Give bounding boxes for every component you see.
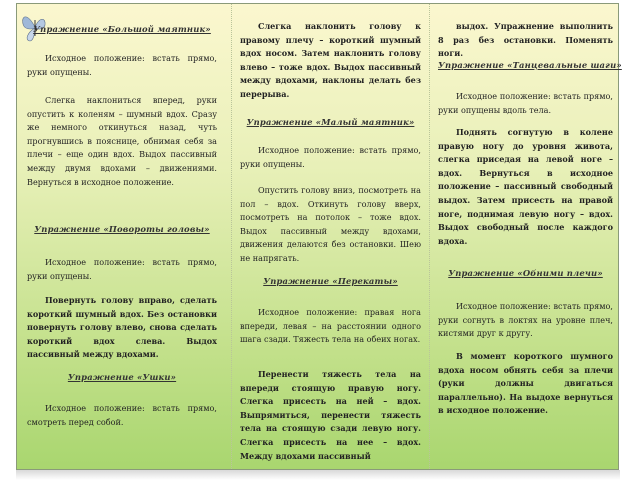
- paragraph: Исходное положение: встать прямо, руки опущены.: [27, 257, 217, 281]
- column-3: [429, 4, 622, 469]
- paragraph: Исходное положение: встать прямо, руки согнуть в локтях на уровне плеч, кистями друг к другу.: [438, 301, 613, 339]
- heading-small-pendulum: Упражнение «Малый маятник»: [246, 117, 415, 127]
- paragraph: Перенести тяжесть тела на впереди стоящую правую ногу. Слегка присесть на ней – вдох. Выпрямиться, перенести тяжесть тела на стоящую сзади левую ногу. Слегка присесть на нее – вдох. Между вдохами пассивный: [240, 369, 421, 461]
- paragraph: Исходное положение: встать прямо, смотреть перед собой.: [27, 403, 217, 427]
- paragraph: Исходное положение: встать прямо, руки опущены.: [27, 53, 217, 77]
- paragraph: Повернуть голову вправо, сделать короткий шумный вдох. Без остановки повернуть голову влево, снова сделать короткий вдох слева. Выдох пассивный между вдохами.: [27, 295, 217, 360]
- paragraph: Исходное положение: встать прямо, руки опущены.: [240, 145, 421, 169]
- paragraph: В момент короткого шумного вдоха носом обнять себя за плечи (руки должны двигаться параллельно). На выдохе вернуться в исходное положение.: [438, 351, 613, 416]
- heading-head-turns: Упражнение «Повороты головы»: [34, 224, 210, 234]
- leaflet-page: [16, 3, 622, 470]
- paragraph: Исходное положение: встать прямо, руки опущены вдоль тела.: [438, 91, 613, 115]
- paragraph: Слегка наклонить голову к правому плечу – короткий шумный вдох носом. Затем наклонить голову влево – тоже вдох. Выдох пассивный между вдохами, наклоны делать без перерыва.: [240, 21, 421, 99]
- paragraph: Опустить голову вниз, посмотреть на пол – вдох. Откинуть голову вверх, посмотреть на потолок – тоже вдох. Выдох пассивный между вдохами, движения делаются без остановки. Шею не напрягать.: [240, 185, 421, 263]
- heading-hug-shoulders: Упражнение «Обними плечи»: [448, 268, 603, 278]
- heading-big-pendulum: Упражнение «Большой маятник»: [33, 24, 211, 34]
- heading-rolls: Упражнение «Перекаты»: [263, 276, 398, 286]
- heading-ears: Упражнение «Ушки»: [67, 372, 177, 382]
- paragraph: выдох. Упражнение выполнить 8 раз без остановки. Поменять ноги.: [438, 21, 613, 59]
- column-2: [231, 4, 421, 469]
- paragraph: Слегка наклониться вперед, руки опустить к коленям – шумный вдох. Сразу же немного откинуться назад, чуть прогнувшись в пояснице, обнимая себя за плечи – еще один вдох. Выдох пассивный между двумя вдохами – движениями. Вернуться в исходное положение.: [27, 95, 217, 187]
- paragraph: Исходное положение: правая нога впереди, левая – на расстоянии одного шага сзади. Тяжесть тела на обеих ногах.: [240, 307, 421, 345]
- page-shadow: [16, 470, 620, 480]
- column-1: [27, 4, 217, 469]
- paragraph: Поднять согнутую в колене правую ногу до уровня живота, слегка приседая на левой ноге – вдох. Вернуться в исходное положение – пассивный свободный выдох. Затем присесть на правой ноге, поднимая левую ногу – вдох. Выдох свободный после каждого вдоха.: [438, 127, 613, 246]
- heading-dance-steps: Упражнение «Танцевальные шаги»: [438, 60, 622, 70]
